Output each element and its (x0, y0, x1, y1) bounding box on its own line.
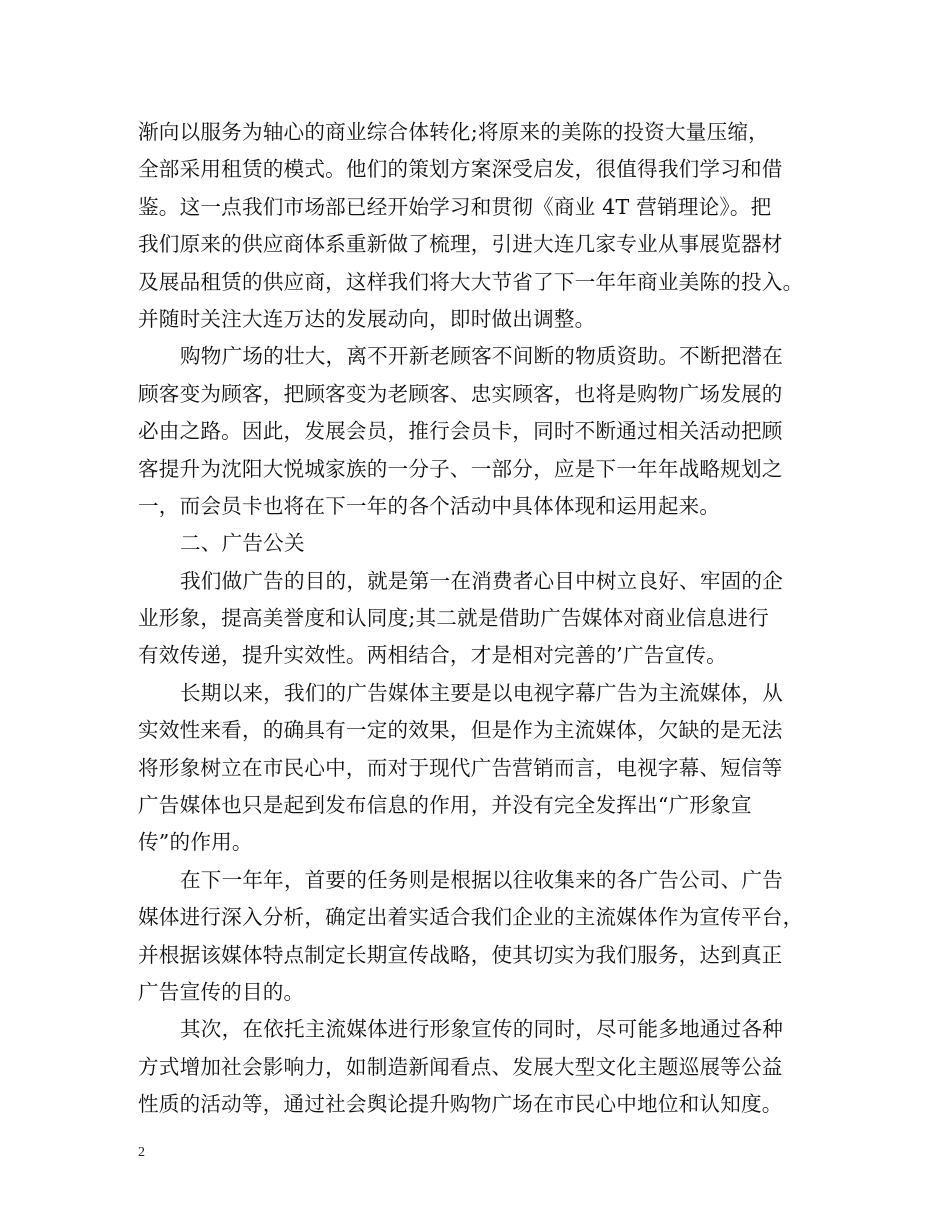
text-line: 并随时关注大连万达的发展动向，即时做出调整。 (138, 306, 596, 331)
document-body (138, 114, 828, 1124)
text-line: 将形象树立在市民心中，而对于现代广告营销而言，电视字幕、短信等 (138, 755, 783, 780)
paragraph-start-line: 其次，在依托主流媒体进行形象宣传的同时，尽可能多地通过各种 (180, 1017, 784, 1042)
paragraph-start-line: 长期以来，我们的广告媒体主要是以电视字幕广告为主流媒体，从 (180, 680, 784, 705)
text-line: 顾客变为顾客，把顾客变为老顾客、忠实顾客，也将是购物广场发展的 (138, 381, 783, 406)
text-line: 鉴。这一点我们市场部已经开始学习和贯彻《商业 4T 营销理论》。把 (138, 194, 772, 219)
text-line: 我们原来的供应商体系重新做了梳理，引进大连几家专业从事展览器材 (138, 232, 783, 257)
section-heading: 二、广告公关 (180, 531, 305, 556)
text-line: 广告宣传的目的。 (138, 979, 305, 1004)
text-line: 实效性来看，的确具有一定的效果，但是作为主流媒体，欠缺的是无法 (138, 718, 783, 743)
text-line: 性质的活动等，通过社会舆论提升购物广场在市民心中地位和认知度。 (138, 1092, 783, 1117)
text-line: 传”的作用。 (138, 830, 253, 855)
text-line: 及展品租赁的供应商，这样我们将大大节省了下一年年商业美陈的投入。 (138, 269, 804, 294)
text-line: 媒体进行深入分析，确定出着实适合我们企业的主流媒体作为宣传平台， (138, 905, 804, 930)
paragraph-start-line: 在下一年年，首要的任务则是根据以往收集来的各广告公司、广告 (180, 867, 784, 892)
page-number: 2 (138, 1145, 145, 1160)
text-line: 一，而会员卡也将在下一年的各个活动中具体体现和运用起来。 (138, 493, 721, 518)
paragraph-start-line: 购物广场的壮大，离不开新老顾客不间断的物质资助。不断把潜在 (180, 344, 784, 369)
text-line: 全部采用租赁的模式。他们的策划方案深受启发，很值得我们学习和借 (138, 157, 783, 182)
paragraph-start-line: 我们做广告的目的，就是第一在消费者心目中树立良好、牢固的企 (180, 568, 784, 593)
text-line: 有效传递，提升实效性。两相结合，才是相对完善的’广告宣传。 (138, 643, 727, 668)
text-line: 方式增加社会影响力，如制造新闻看点、发展大型文化主题巡展等公益 (138, 1054, 783, 1079)
text-line: 渐向以服务为轴心的商业综合体转化;将原来的美陈的投资大量压缩， (138, 120, 769, 144)
text-line: 必由之路。因此，发展会员，推行会员卡，同时不断通过相关活动把顾 (138, 419, 783, 444)
text-line: 并根据该媒体特点制定长期宣传战略，使其切实为我们服务，达到真正 (138, 942, 783, 967)
text-line: 客提升为沈阳大悦城家族的一分子、一部分，应是下一年年战略规划之 (138, 456, 783, 481)
text-line: 广告媒体也只是起到发布信息的作用，并没有完全发挥出“广形象宣 (138, 793, 752, 818)
text-line: 业形象，提高美誉度和认同度;其二就是借助广告媒体对商业信息进行 (138, 606, 769, 631)
